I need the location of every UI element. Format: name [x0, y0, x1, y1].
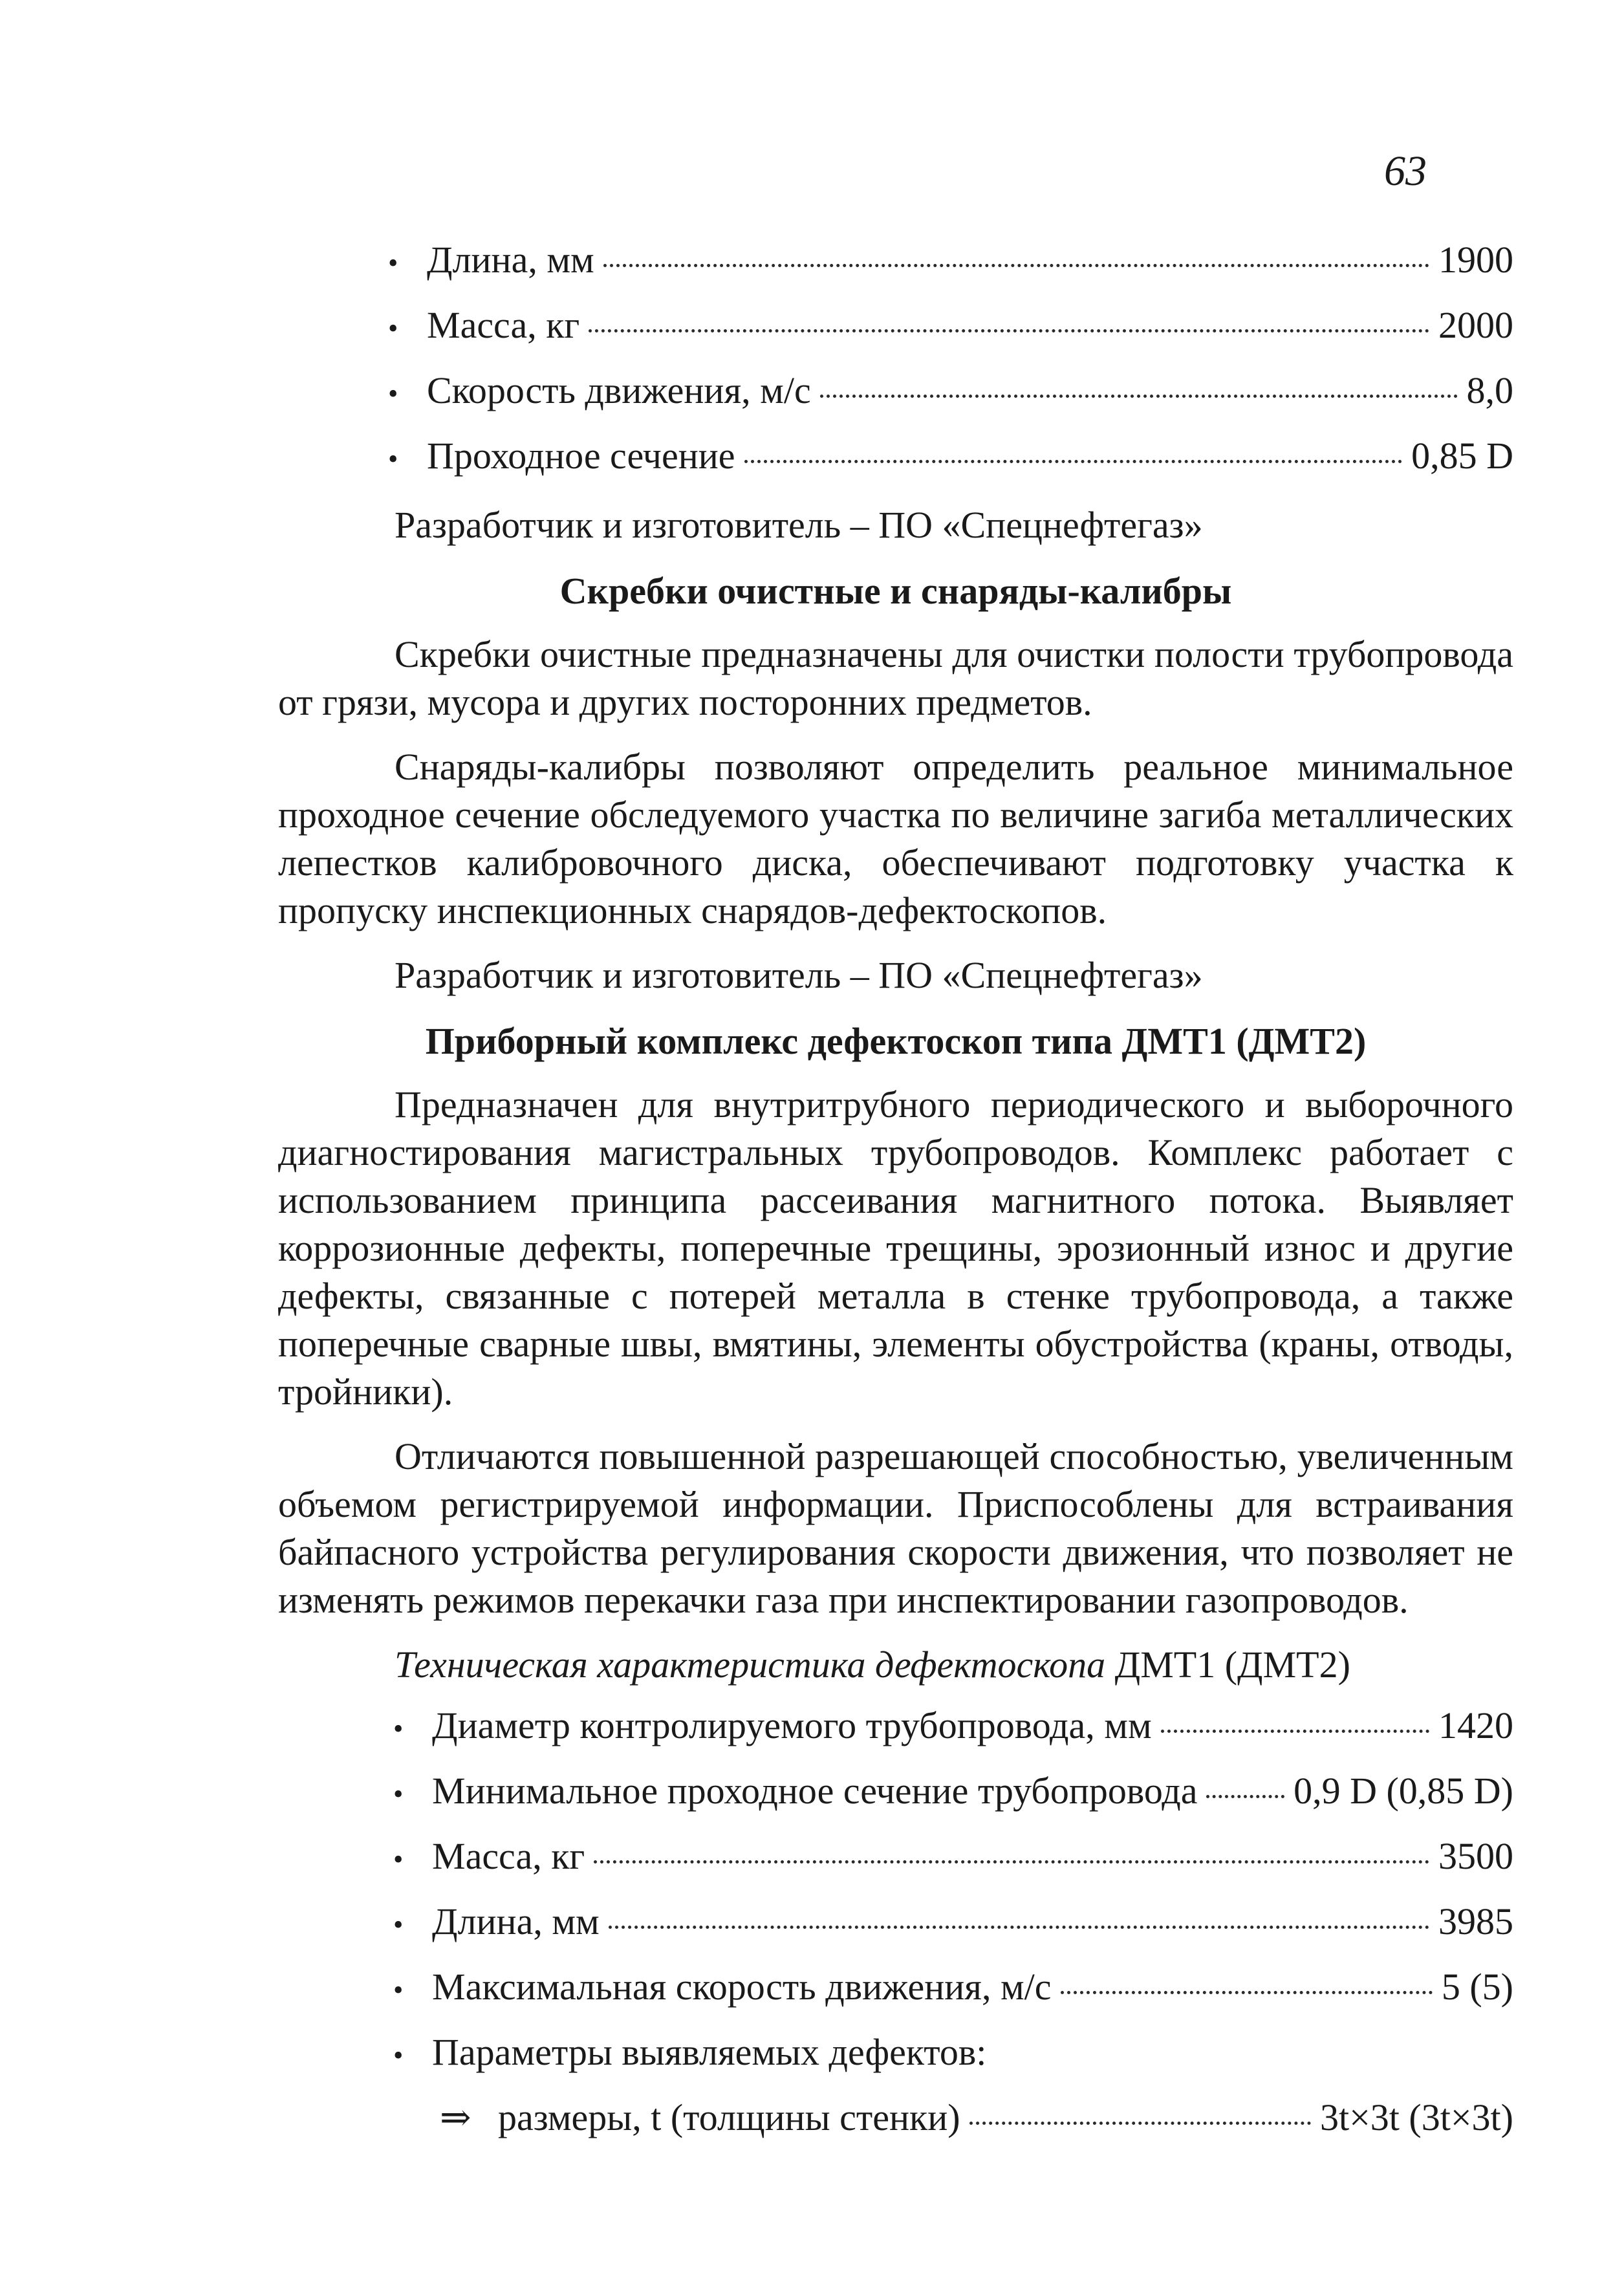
spec-row: [393, 1898, 1513, 1963]
spec-label: Диаметр контролируемого трубопровода, мм: [432, 1704, 1152, 1746]
bullet-icon: •: [393, 1974, 404, 2006]
bullet-icon: •: [388, 443, 398, 475]
spec-value: 3500: [1438, 1835, 1513, 1877]
spec-row: [393, 1963, 1513, 2028]
spec-row: [388, 236, 1513, 301]
double-arrow-icon: ⇒: [440, 2096, 471, 2138]
spec-label: Масса, кг: [427, 304, 580, 346]
spec-row: [393, 2028, 1513, 2094]
bullet-icon: •: [393, 1713, 404, 1744]
dot-leader: [589, 329, 1429, 332]
tech-spec-title: [278, 1641, 1513, 1689]
spec-value: 2000: [1438, 304, 1513, 346]
spec-value: 1420: [1438, 1704, 1513, 1746]
spec-label: Максимальная скорость движения, м/с: [432, 1966, 1052, 2008]
dot-leader: [1206, 1795, 1284, 1798]
spec-value: 0,9 D (0,85 D): [1294, 1770, 1513, 1812]
developer-credit: Разработчик и изготовитель – ПО «Спецнефтегаз»: [395, 504, 1203, 546]
dot-leader: [820, 395, 1458, 398]
bullet-icon: •: [393, 1843, 404, 1875]
tech-spec-title-model: ДМТ1 (ДМТ2): [1105, 1644, 1350, 1686]
paragraph: Предназначен для внутритрубного периодического и выборочного диагностирования магистральных трубопроводов. Комплекс работает с использованием принципа рассеивания магнитного потока. Выявляет коррозионные дефекты, поперечные трещины, эрозионный износ и другие дефекты, связанные с потерей металла в стенке трубопровода, а также поперечные сварные швы, вмятины, элементы обустройства (краны, отводы, тройники).: [278, 1083, 1513, 1413]
spec-label: Длина, мм: [427, 239, 594, 281]
defects-label: Параметры выявляемых дефектов:: [432, 2031, 987, 2073]
paragraph: Скребки очистные предназначены для очистки полости трубопровода от грязи, мусора и других посторонних предметов.: [278, 633, 1513, 723]
paragraph: Отличаются повышенной разрешающей способностью, увеличенным объемом регистрируемой информации. Приспособлены для встраивания байпасного устройства регулирования скорости движения, что позволяет не изменять режимов перекачки газа при инспектировании газопроводов.: [278, 1435, 1513, 1621]
spec-row: [388, 301, 1513, 367]
dot-leader: [603, 264, 1429, 267]
dot-leader: [1161, 1730, 1429, 1733]
sub-spec-row: [440, 2094, 1513, 2159]
dot-leader: [1061, 1991, 1433, 1994]
dot-leader: [744, 460, 1403, 463]
spec-value: 5 (5): [1441, 1966, 1513, 2008]
section-heading: Приборный комплекс дефектоскоп типа ДМТ1 (ДМТ2): [425, 1020, 1367, 1062]
spec-value: 0,85 D: [1411, 435, 1513, 477]
spec-value: 3t×3t (3t×3t): [1319, 2096, 1513, 2138]
spec-value: 1900: [1438, 239, 1513, 281]
developer-credit: Разработчик и изготовитель – ПО «Спецнефтегаз»: [395, 954, 1203, 996]
spec-label: Минимальное проходное сечение трубопровода: [432, 1770, 1198, 1812]
bullet-icon: •: [388, 247, 398, 279]
spec-value: 8,0: [1466, 369, 1513, 411]
section-heading: Скребки очистные и снаряды-калибры: [559, 570, 1232, 612]
dot-leader: [594, 1860, 1429, 1864]
bullet-icon: •: [393, 1778, 404, 1810]
spec-label: Проходное сечение: [427, 435, 735, 477]
bullet-icon: •: [388, 378, 398, 409]
dot-leader: [609, 1926, 1429, 1929]
tech-spec-title-italic: Техническая характеристика дефектоскопа: [395, 1644, 1106, 1686]
spec-row: [393, 1767, 1513, 1832]
bullet-icon: •: [393, 1909, 404, 1940]
spec-row: [393, 1832, 1513, 1898]
bullet-icon: •: [393, 2039, 404, 2071]
spec-row: [393, 1702, 1513, 1767]
spec-value: 3985: [1438, 1900, 1513, 1942]
spec-label: размеры, t (толщины стенки): [498, 2096, 960, 2138]
spec-label: Масса, кг: [432, 1835, 585, 1877]
bullet-icon: •: [388, 312, 398, 344]
spec-row: [388, 367, 1513, 432]
spec-row: [388, 432, 1513, 497]
page-number: 63: [1384, 147, 1427, 195]
paragraph: Снаряды-калибры позволяют определить реальное минимальное проходное сечение обследуемого участка по величине загиба металлических лепестков калибровочного диска, обеспечивают подготовку участка к пропуску инспекционных снарядов-дефектоскопов.: [278, 746, 1513, 931]
spec-label: Длина, мм: [432, 1900, 600, 1942]
page-content: [278, 236, 1513, 2159]
spec-label: Скорость движения, м/с: [427, 369, 811, 411]
dot-leader: [969, 2122, 1311, 2125]
